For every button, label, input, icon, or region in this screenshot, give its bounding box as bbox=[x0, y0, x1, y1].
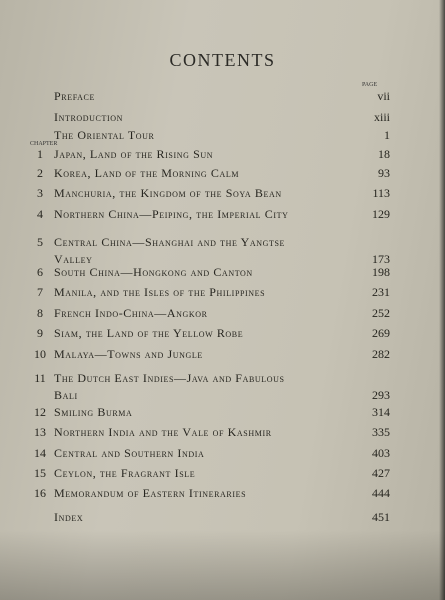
page-column-label: PAGE bbox=[362, 82, 378, 88]
chapter-number: 12 bbox=[34, 405, 46, 419]
entry-title: Manchuria, the Kingdom of the Soya Bean bbox=[54, 186, 282, 200]
entry-title: Central China—Shanghai and the Yangtse bbox=[54, 235, 286, 249]
page-number: 231 bbox=[372, 285, 390, 299]
page-number: 451 bbox=[372, 510, 390, 524]
chapter-number: 6 bbox=[37, 265, 43, 279]
page-number: 198 bbox=[372, 265, 390, 279]
toc-entry bbox=[30, 327, 390, 345]
page-number: 129 bbox=[372, 207, 390, 221]
chapter-number: 1 bbox=[37, 147, 43, 161]
toc-entry bbox=[30, 372, 390, 408]
toc-entry bbox=[30, 487, 390, 505]
toc-entry bbox=[30, 111, 390, 129]
entry-title: French Indo-China—Angkor bbox=[54, 306, 208, 320]
page-number: 282 bbox=[372, 347, 390, 361]
chapter-number: 8 bbox=[37, 306, 43, 320]
chapter-number: 5 bbox=[37, 235, 43, 249]
chapter-column-label: CHAPTER bbox=[30, 141, 58, 147]
toc-entry bbox=[30, 266, 390, 284]
page-number: 335 bbox=[372, 425, 390, 439]
page-number: 113 bbox=[372, 186, 390, 200]
toc-entry bbox=[30, 90, 390, 108]
entry-title: Central and Southern India bbox=[54, 446, 205, 460]
toc-entry bbox=[30, 148, 390, 166]
chapter-number: 2 bbox=[37, 166, 43, 180]
page-number: 444 bbox=[372, 486, 390, 500]
chapter-number: 9 bbox=[37, 326, 43, 340]
chapter-number: 4 bbox=[37, 207, 43, 221]
toc-entry bbox=[30, 307, 390, 325]
chapter-number: 11 bbox=[34, 371, 46, 385]
entry-title: Smiling Burma bbox=[54, 405, 133, 419]
toc-entry bbox=[30, 167, 390, 185]
toc-entry bbox=[30, 406, 390, 424]
page-number: 427 bbox=[372, 466, 390, 480]
entry-title: Malaya—Towns and Jungle bbox=[54, 347, 203, 361]
page-number: 252 bbox=[372, 306, 390, 320]
entry-title: Introduction bbox=[54, 110, 123, 124]
toc-entry bbox=[30, 511, 390, 529]
entry-title: Manila, and the Isles of the Philippines bbox=[54, 285, 266, 299]
chapter-number: 3 bbox=[37, 186, 43, 200]
toc-entry bbox=[30, 208, 390, 226]
page-number: 269 bbox=[372, 326, 390, 340]
entry-title: Siam, the Land of the Yellow Robe bbox=[54, 326, 244, 340]
page-title: CONTENTS bbox=[169, 50, 276, 70]
toc-entry bbox=[30, 129, 390, 147]
entry-title: Ceylon, the Fragrant Isle bbox=[54, 466, 196, 480]
entry-title-continued: Bali bbox=[54, 388, 78, 402]
entry-title: Memorandum of Eastern Itineraries bbox=[54, 486, 247, 500]
entry-title: Northern China—Peiping, the Imperial City bbox=[54, 207, 289, 221]
toc-entry bbox=[30, 286, 390, 304]
toc-entry bbox=[30, 187, 390, 205]
entry-title: Korea, Land of the Morning Calm bbox=[54, 166, 240, 180]
page-number: 173 bbox=[372, 252, 390, 266]
chapter-number: 13 bbox=[34, 425, 46, 439]
chapter-number: 16 bbox=[34, 486, 46, 500]
chapter-number: 10 bbox=[34, 347, 46, 361]
entry-title-continued: Valley bbox=[54, 252, 93, 266]
page-number: xiii bbox=[373, 110, 390, 124]
entry-title: Northern India and the Vale of Kashmir bbox=[54, 425, 272, 439]
page-number: 314 bbox=[372, 405, 390, 419]
entry-title: Japan, Land of the Rising Sun bbox=[54, 147, 214, 161]
entry-title: The Oriental Tour bbox=[54, 128, 155, 142]
page-shadow bbox=[0, 530, 445, 600]
entry-title: South China—Hongkong and Canton bbox=[54, 265, 253, 279]
page-edge bbox=[439, 0, 445, 600]
toc-entry bbox=[30, 467, 390, 485]
entry-title: The Dutch East Indies—Java and Fabulous bbox=[54, 371, 285, 385]
page-number: 18 bbox=[378, 147, 390, 161]
page-number: vii bbox=[377, 89, 390, 103]
chapter-number: 15 bbox=[34, 466, 46, 480]
page-number: 1 bbox=[384, 128, 390, 142]
chapter-number: 14 bbox=[34, 446, 46, 460]
toc-entry bbox=[30, 447, 390, 465]
page-number: 293 bbox=[372, 388, 390, 402]
entry-title: Index bbox=[54, 510, 84, 524]
entry-title: Preface bbox=[54, 89, 95, 103]
page-number: 93 bbox=[378, 166, 390, 180]
toc-entry bbox=[30, 426, 390, 444]
toc-entry bbox=[30, 348, 390, 366]
chapter-number: 7 bbox=[37, 285, 43, 299]
page-number: 403 bbox=[372, 446, 390, 460]
